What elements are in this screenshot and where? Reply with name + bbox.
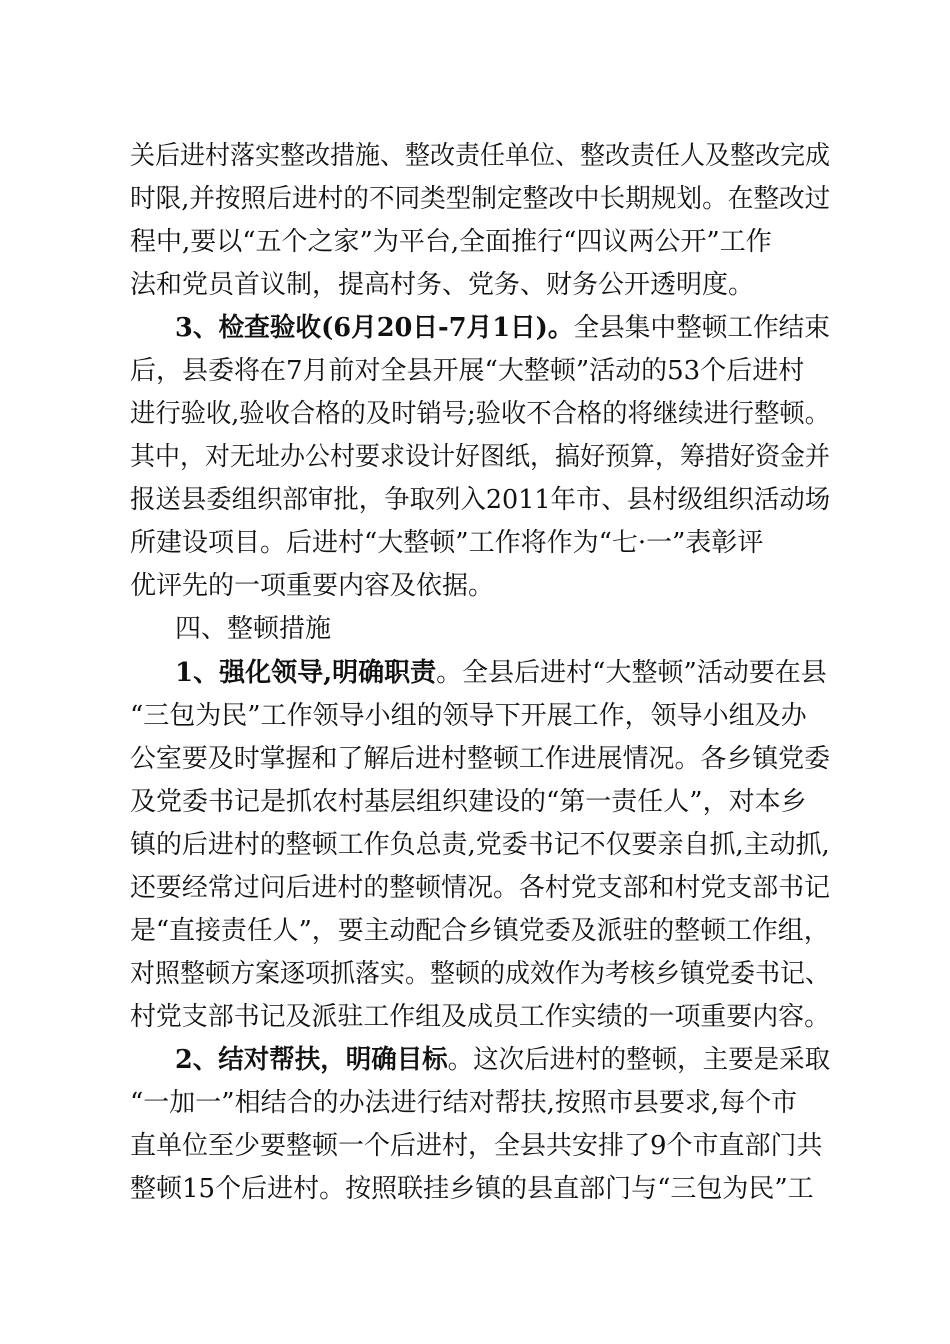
text-line: 是“直接责任人”，要主动配合乡镇党委及派驻的整顿工作组， — [130, 916, 830, 946]
text-line: 优评先的一项重要内容及依据。 — [130, 571, 495, 601]
text-line: 时限,并按照后进村的不同类型制定整改中长期规划。在整改过 — [130, 184, 831, 214]
text-line: 对照整顿方案逐项抓落实。整顿的成效作为考核乡镇党委书记、 — [130, 959, 831, 989]
text-line: 整顿15个后进村。按照联挂乡镇的县直部门与“三包为民”工 — [130, 1174, 814, 1204]
section-lead-bold: 2、结对帮扶，明确目标 — [175, 1045, 448, 1075]
text-line: 镇的后进村的整顿工作负总责,党委书记不仅要亲自抓,主动抓, — [130, 830, 830, 860]
text-line: 及党委书记是抓农村基层组织建设的“第一责任人”，对本乡 — [130, 787, 807, 817]
text-line: 进行验收,验收合格的及时销号;验收不合格的将继续进行整顿。 — [130, 399, 831, 429]
text-line: 直单位至少要整顿一个后进村，全县共安排了9个市直部门共 — [130, 1131, 823, 1161]
text-line: 法和党员首议制，提高村务、党务、财务公开透明度。 — [130, 270, 755, 300]
text-line: “三包为民”工作领导小组的领导下开展工作，领导小组及办 — [130, 701, 807, 731]
text-line: 还要经常过问后进村的整顿情况。各村党支部和村党支部书记 — [130, 873, 831, 903]
section-lead-bold: 3、检查验收(6月20日-7月1日)。 — [175, 313, 574, 343]
text-line: 公室要及时掌握和了解后进村整顿工作进展情况。各乡镇党委 — [130, 744, 831, 774]
text-line: “一加一”相结合的办法进行结对帮扶,按照市县要求,每个市 — [130, 1088, 798, 1118]
text-line: 1、强化领导,明确职责。全县后进村“大整顿”活动要在县 — [175, 658, 827, 688]
text-line: 3、检查验收(6月20日-7月1日)。全县集中整顿工作结束 — [175, 313, 830, 343]
heading-text: 四、整顿措施 — [175, 614, 332, 644]
section-lead-bold: 1、强化领导,明确职责 — [175, 658, 437, 688]
text-line: 2、结对帮扶，明确目标。这次后进村的整顿，主要是采取 — [175, 1045, 831, 1075]
text-line: 村党支部书记及派驻工作组及成员工作实绩的一项重要内容。 — [130, 1002, 831, 1032]
text-line: 报送县委组织部审批，争取列入2011年市、县村级组织活动场 — [130, 485, 831, 515]
text-line: 其中，对无址办公村要求设计好图纸，搞好预算，筹措好资金并 — [130, 442, 831, 472]
text-line: 所建设项目。后进村“大整顿”工作将作为“七·一”表彰评 — [130, 528, 764, 558]
text-line: 关后进村落实整改措施、整改责任单位、整改责任人及整改完成 — [130, 141, 831, 171]
text-line: 程中,要以“五个之家”为平台,全面推行“四议两公开”工作 — [130, 227, 772, 257]
text-line: 后，县委将在7月前对全县开展“大整顿”活动的53个后进村 — [130, 356, 805, 386]
